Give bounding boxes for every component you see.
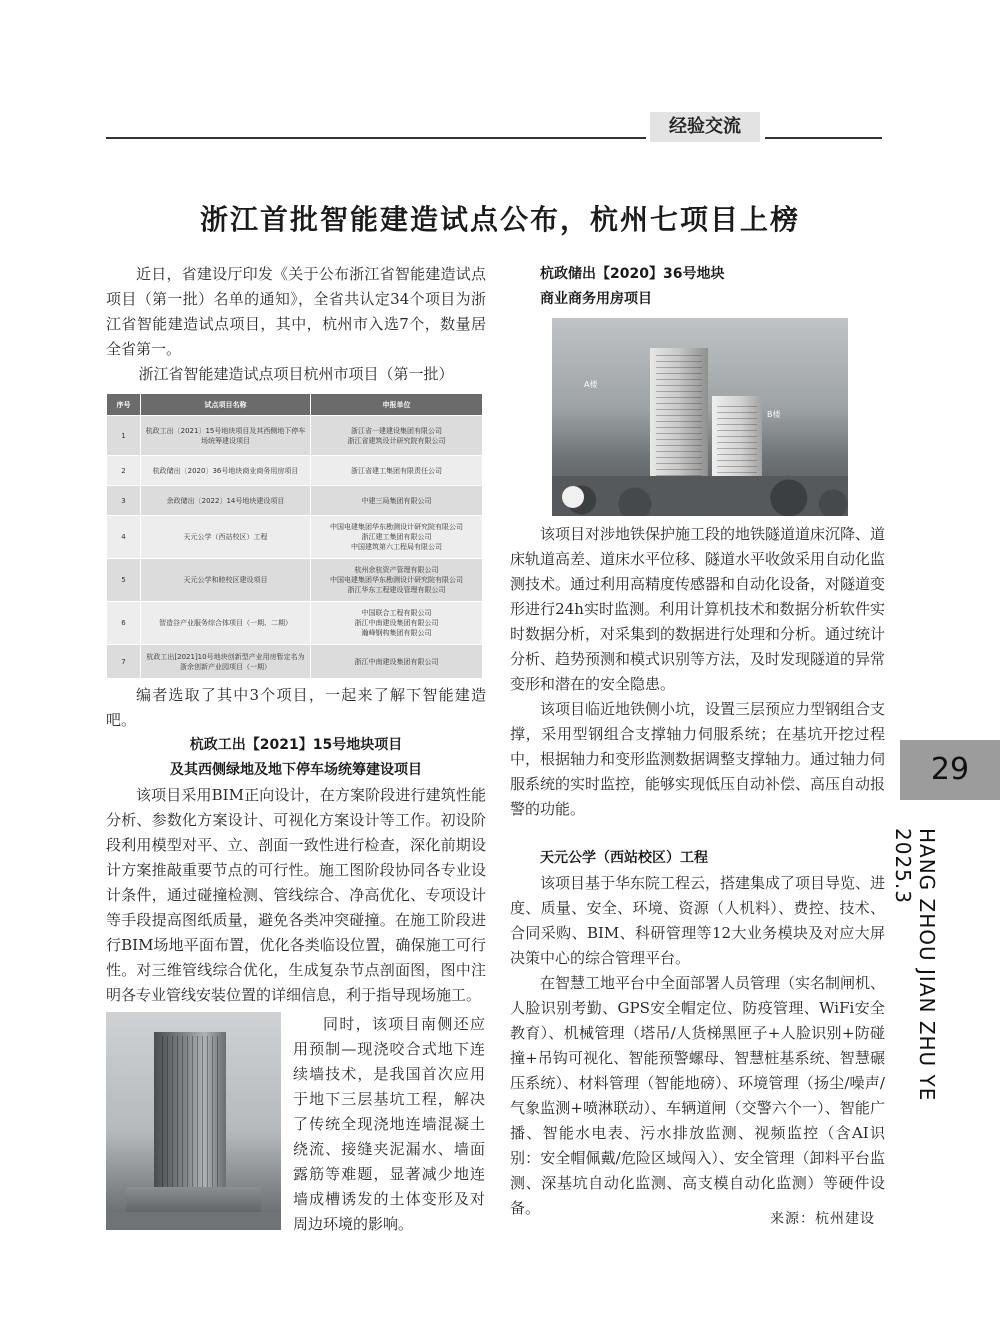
source-credit: 来源：杭州建设 (770, 1211, 875, 1227)
tower-building-image (106, 1012, 281, 1230)
table-row (107, 645, 483, 679)
unit-name: 瀚峰钢构集团有限公司 (361, 629, 432, 637)
unit-name: 中国建筑第六工程局有限公司 (351, 543, 442, 551)
unit-name: 浙江建工集团有限公司 (361, 533, 432, 541)
table-cell-units (311, 486, 483, 516)
table-row (107, 416, 483, 456)
table-cell-no: 6 (107, 602, 141, 645)
trees-shape (552, 476, 848, 516)
unit-name: 浙江中南建设集团有限公司 (354, 619, 439, 627)
table-cell-units (311, 645, 483, 679)
project3-paragraph1: 该项目基于华东院工程云，搭建集成了项目导览、进度、质量、安全、环境、资源（人机料）、费控、技术、合同采购、BIM、科研管理等12大业务模块及对应大屏决策中心的综合管理平台。 (510, 874, 886, 967)
unit-name: 中建三局集团有限公司 (361, 496, 432, 505)
project2-heading-line2: 商业商务用房项目 (540, 291, 652, 307)
table-header-row (107, 394, 483, 416)
table-cell-no: 7 (107, 645, 141, 679)
table-row (107, 559, 483, 602)
project3-paragraph2: 在智慧工地平台中全面部署人员管理（实名制闸机、人脸识别考勤、GPS安全帽定位、防疫管理、WiFi安全教育）、机械管理（塔吊/人货梯黑匣子+人脸识别+防碰撞+吊钩可视化、智能预警螺母、智慧桩基系统、智慧碾压系统）、材料管理（智能地磅）、环境管理（扬尘/噪声/气象监测+喷淋联动）、车辆道闸（交警六个一）、智能广播、智能水电表、污水排放监测、视频监控（含AI识别：安全帽佩戴/危险区域闯入）、安全管理（卸料平台监测、深基坑自动化监测、高支模自动化监测）等硬件设备。 (510, 974, 886, 1217)
unit-name: 浙江省建筑设计研究院有限公司 (347, 436, 446, 445)
table-cell-units (311, 416, 483, 456)
unit-name: 浙江华东工程建设管理有限公司 (347, 586, 446, 594)
table-row (107, 486, 483, 516)
unit-name: 中国电建集团华东勘测设计研究院有限公司 (330, 576, 463, 584)
building-b-label: B楼 (767, 410, 781, 419)
table-row (107, 516, 483, 559)
project3-heading: 天元公学（西站校区）工程 (540, 850, 708, 866)
table-cell-name: 杭政储出〔2020〕36号地块商业商务用房项目 (141, 456, 311, 486)
projects-table (106, 393, 483, 679)
project1-paragraph2: 同时，该项目南侧还应用预制—现浇咬合式地下连续墙技术，是我国首次应用于地下三层基坑工程，解决了传统全现浇地连墙混凝土绕流、接缝夹泥漏水、墙面露筋等难题，显著减少地连墙成槽诱发的土体变形及对周边环境的影响。 (293, 1015, 485, 1233)
table-cell-name: 天元公学和睦校区建设项目 (141, 559, 311, 602)
table-row (107, 456, 483, 486)
journal-name: HANG ZHOU JIAN ZHU YE 2025.3 (891, 828, 939, 1102)
table-cell-no: 3 (107, 486, 141, 516)
building-a-shape (650, 348, 708, 493)
table-row (107, 602, 483, 645)
ground-shape (106, 1212, 281, 1230)
project1-heading-line2: 及其西侧绿地及地下停车场统筹建设项目 (170, 762, 422, 778)
table-cell-no: 5 (107, 559, 141, 602)
project2-paragraph2: 该项目临近地铁侧小坑，设置三层预应力型钢组合支撑，采用型钢组合支撑轴力伺服系统；在基坑开挖过程中，根据轴力和变形监测数据调整支撑轴力。通过轴力伺服系统的实时监控，能够实现低压自动补偿、高压自动报警的功能。 (510, 700, 886, 818)
project2-heading-line1: 杭政储出【2020】36号地块 (540, 266, 725, 282)
table-caption: 浙江省智能建造试点项目杭州市项目（第一批） (138, 365, 454, 383)
building-a-label: A楼 (584, 380, 598, 389)
tower-shape (154, 1032, 226, 1212)
table-cell-name: 余政储出〔2022〕14号地块建设项目 (141, 486, 311, 516)
right-column (510, 262, 885, 1221)
table-cell-units (311, 559, 483, 602)
table-cell-name: 天元公学（西站校区）工程 (141, 516, 311, 559)
article-title: 浙江首批智能建造试点公布，杭州七项目上榜 (199, 203, 800, 236)
header-rule-right (765, 137, 882, 139)
table-cell-no: 4 (107, 516, 141, 559)
table-header-no: 序号 (107, 394, 141, 416)
header-rule-left (106, 137, 646, 139)
table-cell-no: 2 (107, 456, 141, 486)
unit-name: 中国电建集团华东勘测设计研究院有限公司 (330, 523, 463, 531)
page-number: 29 (900, 740, 1000, 800)
table-cell-no: 1 (107, 416, 141, 456)
project1-heading-line1: 杭政工出【2021】15号地块项目 (189, 737, 403, 753)
table-header-unit: 申报单位 (311, 394, 483, 416)
project2-rendering-image (552, 318, 848, 516)
unit-name: 浙江中南建设集团有限公司 (354, 657, 439, 666)
compass-icon (562, 486, 584, 508)
table-header-name: 试点项目名称 (141, 394, 311, 416)
unit-name: 中国联合工程有限公司 (361, 609, 432, 617)
unit-name: 杭州余杭资产管理有限公司 (354, 566, 439, 574)
unit-name: 浙江省建工集团有限责任公司 (351, 466, 442, 475)
unit-name: 浙江省一建建设集团有限公司 (351, 426, 442, 435)
project1-wrap-column (293, 1012, 485, 1237)
table-cell-name: 杭政工出〔2021〕15号地块项目及其西侧地下停车场统筹建设项目 (141, 416, 311, 456)
section-label: 经验交流 (650, 112, 760, 142)
table-cell-name: 智造谷产业服务综合体项目（一期、二期） (141, 602, 311, 645)
project2-paragraph1: 该项目对涉地铁保护施工段的地铁隧道道床沉降、道床轨道高差、道床水平位移、隧道水平收敛采用自动化监测技术。通过利用高精度传感器和自动化设备，对隧道变形进行24h实时监测。利用计算机技术和数据分析软件实时数据分析，对采集到的数据进行处理和分析。通过统计分析、趋势预测和模式识别等方法，及时发现隧道的异常变形和潜在的安全隐患。 (510, 525, 886, 693)
table-cell-name: 杭政工出[2021]10号地块创新型产业用房暂定名为浙余创新产业园项目（一期） (141, 645, 311, 679)
editor-note: 编者选取了其中3个项目，一起来了解下智能建造吧。 (106, 686, 486, 729)
table-cell-units (311, 602, 483, 645)
project1-paragraph1: 该项目采用BIM正向设计，在方案阶段进行建筑性能分析、参数化方案设计、可视化方案设计等工作。初设阶段利用模型对平、立、剖面一致性进行检查，深化前期设计方案推敲重要节点的可行性。施工图阶段协同各专业设计条件，通过碰撞检测、管线综合、净高优化、专项设计等手段提高图纸质量，避免各类冲突碰撞。在施工阶段进行BIM场地平面布置，优化各类临设位置，确保施工可行性。对三维管线综合优化，生成复杂节点剖面图，图中注明各专业管线安装位置的详细信息，利于指导现场施工。 (106, 786, 486, 1004)
table-cell-units (311, 516, 483, 559)
intro-paragraph: 近日，省建设厅印发《关于公布浙江省智能建造试点项目（第一批）名单的通知》，全省共认定34个项目为浙江省智能建造试点项目，其中，杭州市入选7个，数量居全省第一。 (106, 265, 486, 358)
table-cell-units (311, 456, 483, 486)
left-column (106, 262, 486, 1008)
